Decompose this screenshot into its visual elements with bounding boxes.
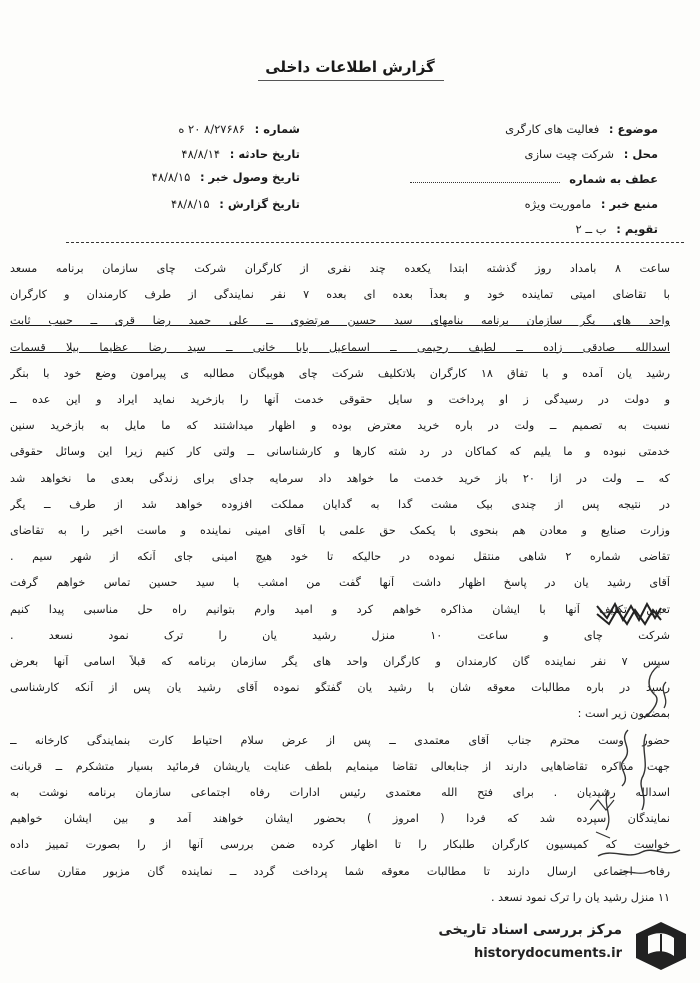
body-line: رسید در باره مطالبات معوقه شان با رشید یان گفتگو نموده آقای رشید یان پس از آنکه کارشناسی: [10, 681, 670, 695]
body-line: شرکت چای و ساعت ۱۰ منزل رشید یان را ترک نمود نسعد .: [10, 628, 670, 642]
body-line: بمضمون زیر است :: [577, 707, 670, 721]
report-title: گزارش اطلاعات داخلی: [265, 58, 435, 76]
header-event-date: تاریخ حادثه : ۴۸/۸/۱۴: [181, 147, 300, 161]
body-line: نسبت به تصمیم ــ ولت در باره خرید معترض بوده و اظهار میداشتند که ما مایل به بازخرید سنین: [10, 419, 670, 433]
header-divider: [66, 242, 684, 243]
reference-blank: [410, 172, 560, 183]
archive-watermark: [414, 916, 694, 974]
body-line: نمایندگان سپرده شد که فردا ( امروز ) بحضور ایشان خواهند آمد و بین ایشان خواهیم: [10, 812, 670, 826]
header-received-date: تاریخ وصول خبر : ۴۸/۸/۱۵: [151, 170, 300, 184]
body-line: که ــ ولت در ازا ۲۰ باز خرید خدمت ما خواهد داد سرمایه جدای برای زندگی بعدی ما نخواهد شد: [10, 471, 670, 485]
title-underline: [258, 80, 444, 81]
body-line: خدمتی نبوده و ما یلیم که کماکان در رد شته کارها و کارشناسانی ــ ولتی کار کنیم زیرا این وسائل حقوقی: [10, 445, 670, 459]
body-line: رفاه اجتماعی ارسال دارند تا مطالبات معوقه شما پرداخت گردد ــ نماینده گان مزبور مقارن ساعت: [10, 864, 670, 878]
body-line: خواست که کمیسیون کارگران طلبکار را تا اظهار کرده ضمن بررسی آنها از را بصورت تمییز داده: [10, 838, 670, 852]
watermark-name: مرکز بررسی اسناد تاریخی: [438, 922, 622, 938]
header-place: محل : شرکت چیت سازی: [524, 147, 658, 161]
body-line: وزارت صنایع و معادن هم بنحوی با یکمک حق علمی با آقای امینی نماینده و ماست اخیر را به تقاضای: [10, 524, 670, 537]
handwritten-margin-note: [588, 660, 688, 900]
watermark-url: historydocuments.ir: [473, 946, 622, 961]
body-line: ۱۱ منزل رشید یان را ترک نمود نسعد .: [491, 890, 670, 904]
body-line: حضور وست محترم جناب آقای معتمدی ــ پس از عرض سلام احتیاط کارت بنمایندگی کارخانه ــ: [10, 733, 670, 747]
scribble-mark: [595, 598, 663, 628]
header-report-date: تاریخ گزارش : ۴۸/۸/۱۵: [170, 197, 300, 211]
body-line: تقاضی شماره ۲ شاهی منتقل نموده در حالیکه تا خود هیچ امینی جای آنکه از شهر سیم .: [10, 550, 670, 564]
body-line: با تقاضای امیتی تماینده خود و بعداً بعده ای بعده ۷ نفر نمایندگی از طرف کارمندان و کارگران: [10, 288, 670, 302]
body-line: در نتیجه پس از چندی بیک مشت گدا به گدایان مملکت افزوده خواهد شد از طرف ــ یگر: [10, 497, 670, 511]
body-line: ساعت ۸ بامداد روز گذشته ابتدا یکعده چند نفری از کارگران شرکت چای سازمان برنامه مسعد: [10, 262, 670, 275]
header-subject: موضوع : فعالیت های کارگری: [505, 122, 658, 136]
body-line: سپس ۷ نفر نماینده گان کارمندان و کارگران واحد های یگر سازمان برنامه که قبلاً اسامی آنها بعرض: [10, 655, 670, 668]
header-number: شماره : ۸/۲۷۶۸۶ ۲۰ ه: [178, 122, 300, 136]
body-line: و دولت در رسیدگی ز او پرداخت و سایل حقوقی خدمت آنها را بازخرید نماید ایراد و این عده ــ: [10, 393, 670, 406]
body-line: جهت مذاکره تقاضاهایی دارند از جنابعالی تقاضا مینمایم بلطف عنایت یاریشان فرمائید بسیار متشکرم ــ قربانت: [10, 759, 670, 773]
archive-logo-icon: [634, 920, 688, 972]
body-line: اسدالله صادقی زاده ــ لطیف رحیمی ــ اسماعیل بابا خانی ــ سید رضا عظیما بیلا قسمات: [10, 340, 670, 354]
body-line: رشید یان آمده و با تفاق ۱۸ کارگران بلاتکلیف شرکت چای هوبیگان مطالبه ی پیرامون وضع خود با بنگر: [10, 366, 670, 380]
body-line: آقای رشید یان در پاسخ اظهار داشت آنها گفت من امشب با سید حسین تماس خواهم گرفت: [10, 576, 670, 590]
body-line: تعیین تکلیف آنها با ایشان مذاکره خواهم کرد و امید وارم بتوانیم راه حل مناسبی پیدا کنیم: [10, 602, 670, 616]
body-line: واحد های یگر سازمان برنامه بنامهای سید حسین مرتضوی ــ علی حمید رضا قری ــ حبیب ثابت: [10, 314, 670, 328]
body-line: اسدالله رشیدیان . برای فتح الله معتمدی رئیس ادارات رفاه اجتماعی سازمان برنامه نوشت به: [10, 786, 670, 799]
header-grade: تقویم : ب ــ ۲: [575, 222, 658, 236]
header-source: منبع خبر : ماموریت ویژه: [524, 197, 658, 211]
header-reference: عطف به شماره: [410, 172, 658, 186]
